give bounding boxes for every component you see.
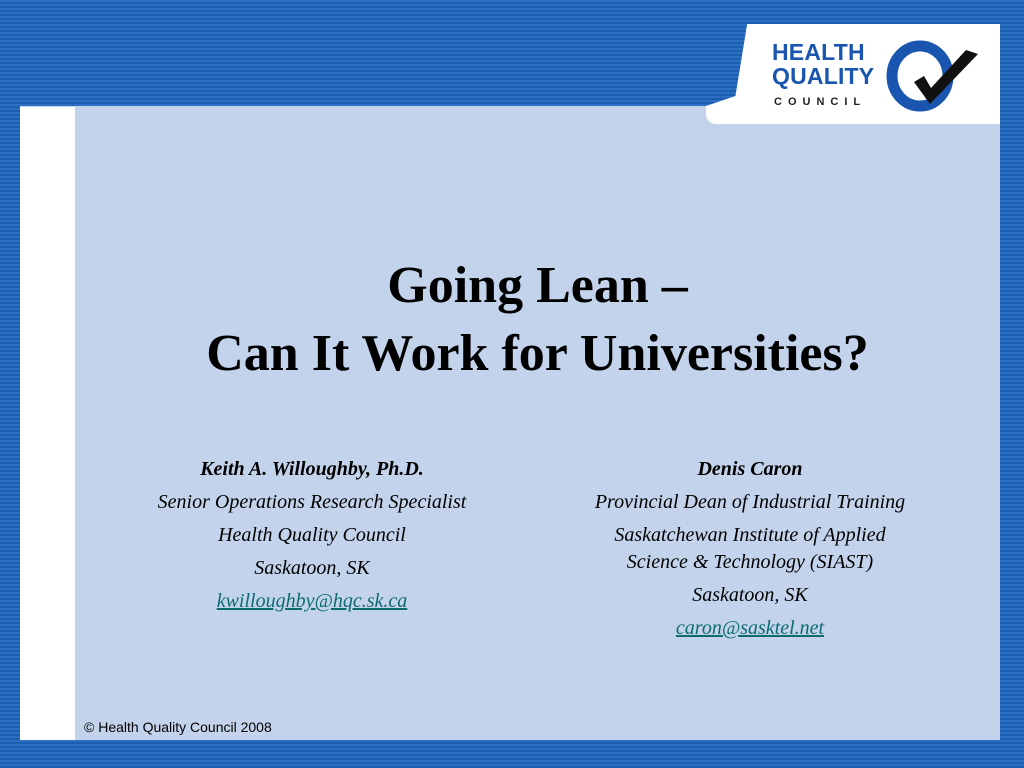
author-role: Senior Operations Research Specialist xyxy=(157,491,467,513)
title-line-2: Can It Work for Universities? xyxy=(206,325,869,382)
author-block-right xyxy=(550,453,950,645)
author-email-link[interactable]: kwilloughby@hqc.sk.ca xyxy=(216,590,408,612)
logo-text-council: COUNCIL xyxy=(774,96,867,108)
author-name: Denis Caron xyxy=(697,458,803,480)
slide-title xyxy=(75,252,1000,388)
author-email-link[interactable]: caron@sasktel.net xyxy=(675,617,825,639)
author-location: Saskatoon, SK xyxy=(254,557,370,579)
author-organization: Health Quality Council xyxy=(218,524,406,546)
author-organization-line-1: Saskatchewan Institute of Applied xyxy=(614,524,886,546)
left-white-strip xyxy=(20,107,75,740)
health-quality-council-logo xyxy=(772,40,874,114)
logo-text-quality: QUALITY xyxy=(772,63,875,89)
author-organization-line-2: Science & Technology (SIAST) xyxy=(626,551,874,573)
copyright-footer: © Health Quality Council 2008 xyxy=(84,719,272,735)
author-location: Saskatoon, SK xyxy=(692,584,808,606)
author-name: Keith A. Willoughby, Ph.D. xyxy=(200,458,424,480)
q-checkmark-icon xyxy=(884,38,984,118)
logo-text-health: HEALTH xyxy=(772,39,865,65)
author-role: Provincial Dean of Industrial Training xyxy=(594,491,906,513)
title-line-1: Going Lean – xyxy=(387,257,688,314)
author-block-left xyxy=(112,453,512,618)
